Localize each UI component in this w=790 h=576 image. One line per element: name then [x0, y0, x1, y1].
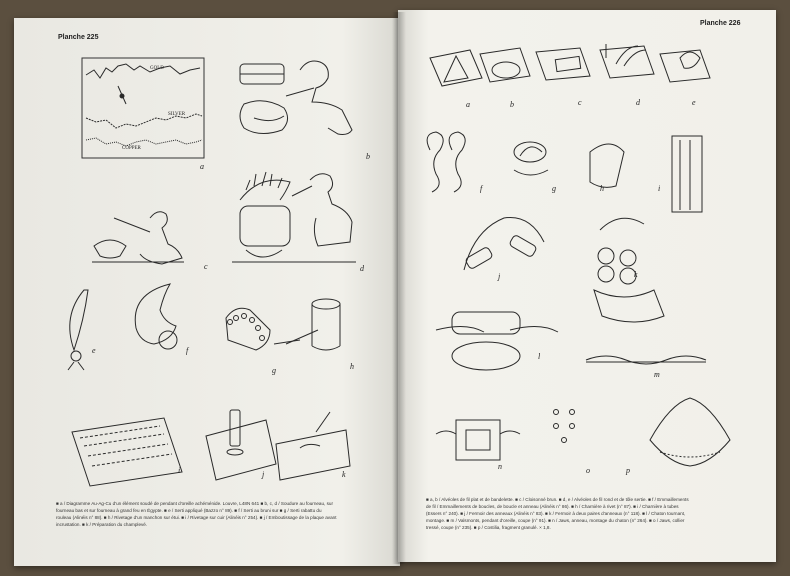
right-fig-letter: l [538, 352, 541, 361]
left-fig-letter: f [186, 346, 189, 355]
figure-e-crimped-sheet-cell [660, 50, 710, 82]
right-fig-letter: d [636, 98, 640, 107]
figure-c-brown-cloisonne [536, 48, 590, 80]
caption-line: rouleau (Alinéis n° 88). ■ h / Rivetage d'un manchon sur étui. ■ i / Rivetage sur cuir (Alinéis n° 254). ■ j / Emboutissage de la plaque avant [56, 515, 337, 520]
figure-i-tube-hinge [672, 136, 702, 212]
caption-line: incrustation. ■ k / Préparation du champlevé. [56, 522, 148, 527]
left-caption [56, 500, 386, 528]
figure-a-flat-wire-cell [430, 50, 482, 86]
figure-m-earring-section [586, 356, 706, 364]
left-fig-letter: d [360, 264, 364, 273]
caption-line: de fil / Emmaillements de boucles, de boucle et anneau (Alinéis n° 86). ■ h / Charnière à rivet (n° 87). ■ i / Charnière à tubes [426, 504, 679, 509]
chart-label-copper: COPPER [122, 146, 141, 151]
caption-line: fourneau bas et sur fourneau à grand feu en Égypte. ■ e / Serti appliqué (Bazzo n° 89). ■ f / Serti au bruni sur ■ g / Serti rabattu du [56, 508, 322, 513]
caption-line: ■ a, b / Alvéoles de fil plat et de bandelette. ■ c / Cloisonné brun. ■ d, e / Alvéoles de fil rond et de tôle sertie. ■ f / Emmaillements [426, 497, 689, 502]
left-fig-letter: h [350, 362, 354, 371]
left-fig-letter: j [262, 470, 265, 479]
figure-j-ring-clasp [464, 218, 544, 271]
figure-a-alloy-diagram [82, 58, 204, 158]
figure-c-low-furnace [92, 212, 184, 264]
right-fig-letter: k [634, 270, 638, 279]
right-fig-letter: f [480, 184, 483, 193]
figure-g-rolled-setting [226, 308, 300, 350]
right-fig-letter: e [692, 98, 696, 107]
figure-h-riveted-sleeve [286, 299, 340, 350]
caption-line: tressé, coupe (n° 235). ■ p / Costilia, fragment granulé. × 1,8. [426, 525, 551, 530]
right-caption [426, 496, 758, 531]
left-fig-letter: b [366, 152, 370, 161]
figure-e-applied-setting [68, 290, 88, 370]
caption-line: montage. ■ m / Valsmonts, pendant d'oreille, coupe (n° 91). ■ n / Jaws, anneau, montage du chaton (n° 264). ■ o / Jaws, collier [426, 518, 685, 523]
right-fig-letter: a [466, 100, 470, 109]
right-fig-letter: j [498, 272, 501, 281]
left-fig-letter: i [178, 466, 181, 475]
figure-b-strip-cell [480, 48, 530, 82]
right-fig-letter: b [510, 100, 514, 109]
figure-g-loop-hinge [514, 142, 548, 175]
left-fig-letter: e [92, 346, 96, 355]
caption-line: ■ a / Diagramme Au-Ag-Cu d'un élément soudé de pendant d'oreille achéménide. Louvre, L48N 641 ■ b, c, d / Soudure au fourneau, sur [56, 501, 333, 506]
right-fig-letter: c [578, 98, 582, 107]
right-fig-letter: n [498, 462, 502, 471]
left-fig-letter: g [272, 366, 276, 375]
figure-p-granulated-fragment [650, 398, 730, 466]
right-fig-letter: p [626, 466, 630, 475]
figure-n-ring-mount [436, 420, 520, 460]
chart-label-gold: GOLD [150, 66, 164, 71]
figure-f-burnished-setting [135, 284, 177, 349]
right-fig-letter: h [600, 184, 604, 193]
figure-l-swivel-bezel [436, 312, 558, 370]
left-plate-title: Planche 225 [58, 34, 99, 41]
figure-d-round-wire-cell [600, 44, 654, 78]
right-fig-letter: i [658, 184, 661, 193]
figure-f-chain-links [427, 132, 465, 192]
figure-k-double-ring-clasp [594, 218, 664, 322]
figure-j-stamping [206, 410, 276, 480]
figure-h-riveted-hinge [590, 144, 624, 187]
left-fig-letter: k [342, 470, 346, 479]
right-fig-letter: g [552, 184, 556, 193]
figure-b-furnace-soldering [240, 61, 352, 135]
right-fig-letter: o [586, 466, 590, 475]
left-fig-letter: a [200, 162, 204, 171]
chart-label-silver: SILVER [168, 112, 186, 117]
figure-d-high-furnace [232, 172, 356, 262]
right-plate-title: Planche 226 [700, 20, 741, 27]
figure-k-champleve [276, 412, 350, 480]
figure-o-braided-necklace [554, 410, 575, 443]
left-fig-letter: c [204, 262, 208, 271]
caption-line: (Essers n° 240). ■ j / Fermoir des anneaux (Alinéis n° 83). ■ k / Fermoir à deux paires d'anneaux (n° 118). ■ l / Chaton tournant, [426, 511, 686, 516]
figure-i-riveting-on-leather [72, 418, 182, 486]
right-fig-letter: m [654, 370, 660, 379]
